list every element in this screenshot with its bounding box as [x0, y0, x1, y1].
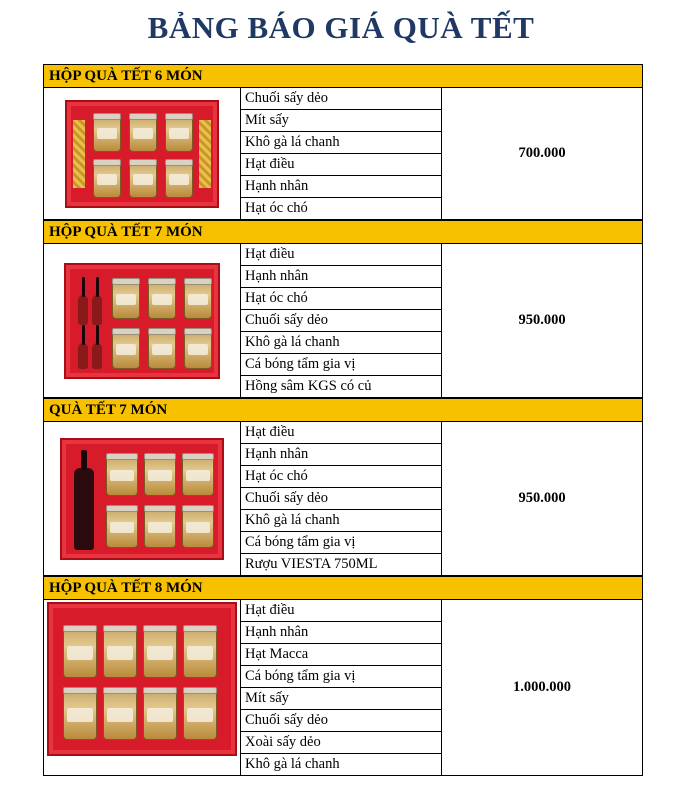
jar [129, 162, 157, 198]
jar [63, 628, 97, 678]
list-item: Hồng sâm KGS có củ [245, 378, 372, 394]
list-item: Mít sấy [241, 688, 441, 710]
product-image-cell [44, 244, 241, 397]
list-item: Mít sấy [241, 110, 441, 132]
list-item: Khô gà lá chanh [245, 756, 340, 772]
jar [143, 628, 177, 678]
jar [112, 331, 140, 369]
section-gift-7-wine [44, 398, 642, 576]
jar [106, 508, 138, 548]
ginseng-bottle [78, 295, 88, 325]
jar [148, 331, 176, 369]
items-list [241, 422, 442, 575]
ginseng-bottle [92, 343, 102, 369]
section-body [44, 600, 642, 776]
jar [63, 690, 97, 740]
product-image-cell [44, 422, 241, 575]
section-header: QUÀ TẾT 7 MÓN [44, 398, 642, 422]
list-item: Hạt điều [241, 154, 441, 176]
list-item: Hạt óc chó [245, 200, 308, 216]
product-image-cell [44, 88, 241, 219]
ginseng-bottle [92, 295, 102, 325]
gift-box-image [64, 263, 220, 379]
jar [182, 456, 214, 496]
section-gift-box-6 [44, 64, 642, 220]
list-item: Hạnh nhân [241, 622, 441, 644]
list-item: Hạnh nhân [241, 444, 441, 466]
list-item: Cá bóng tẩm gia vị [241, 354, 441, 376]
list-item: Hạt điều [241, 244, 441, 266]
items-list [241, 244, 442, 397]
jar [184, 281, 212, 319]
jar [183, 690, 217, 740]
list-item: Khô gà lá chanh [241, 510, 441, 532]
list-item: Hạt óc chó [241, 466, 441, 488]
list-item: Hạnh nhân [241, 266, 441, 288]
jar [112, 281, 140, 319]
section-header: HỘP QUÀ TẾT 6 MÓN [44, 64, 642, 88]
list-item: Hạt điều [241, 600, 441, 622]
jar [143, 690, 177, 740]
page-title: BẢNG BÁO GIÁ QUÀ TẾT [147, 10, 535, 45]
jar [106, 456, 138, 496]
section-body [44, 244, 642, 398]
jar [183, 628, 217, 678]
jar [103, 690, 137, 740]
gift-box-image [60, 438, 224, 560]
list-item: Hạnh nhân [241, 176, 441, 198]
list-item: Xoài sấy dẻo [241, 732, 441, 754]
list-item: Cá bóng tẩm gia vị [241, 532, 441, 554]
jar [184, 331, 212, 369]
jar [182, 508, 214, 548]
list-item: Hạt điều [241, 422, 441, 444]
list-item: Hạt óc chó [241, 288, 441, 310]
list-item: Rượu VIESTA 750ML [245, 556, 378, 572]
items-list [241, 600, 442, 775]
list-item: Khô gà lá chanh [241, 332, 441, 354]
list-item: Khô gà lá chanh [241, 132, 441, 154]
section-header: HỘP QUÀ TẾT 7 MÓN [44, 220, 642, 244]
jar [129, 116, 157, 152]
list-item: Chuối sấy dẻo [241, 710, 441, 732]
list-item: Chuối sấy dẻo [241, 88, 441, 110]
list-item: Cá bóng tẩm gia vị [241, 666, 441, 688]
jar [165, 162, 193, 198]
items-list [241, 88, 442, 219]
gift-box-image [47, 602, 237, 756]
price: 950.000 [518, 490, 566, 506]
list-item: Chuối sấy dẻo [241, 488, 441, 510]
gift-box-image [65, 100, 219, 208]
gold-ribbon-decor [73, 120, 85, 188]
section-header: HỘP QUÀ TẾT 8 MÓN [44, 576, 642, 600]
product-image-cell [44, 600, 241, 775]
price: 950.000 [518, 312, 566, 328]
list-item: Hạt Macca [241, 644, 441, 666]
wine-bottle [74, 468, 94, 550]
jar [148, 281, 176, 319]
section-gift-box-8 [44, 576, 642, 776]
price: 700.000 [518, 145, 566, 161]
jar [144, 456, 176, 496]
section-body [44, 422, 642, 576]
jar [93, 162, 121, 198]
gold-ribbon-decor [199, 120, 211, 188]
price-table [43, 64, 643, 776]
list-item: Chuối sấy dẻo [241, 310, 441, 332]
jar [165, 116, 193, 152]
jar [93, 116, 121, 152]
ginseng-bottle [78, 343, 88, 369]
section-body [44, 88, 642, 220]
jar [103, 628, 137, 678]
section-gift-box-7 [44, 220, 642, 398]
price: 1.000.000 [513, 679, 571, 695]
jar [144, 508, 176, 548]
